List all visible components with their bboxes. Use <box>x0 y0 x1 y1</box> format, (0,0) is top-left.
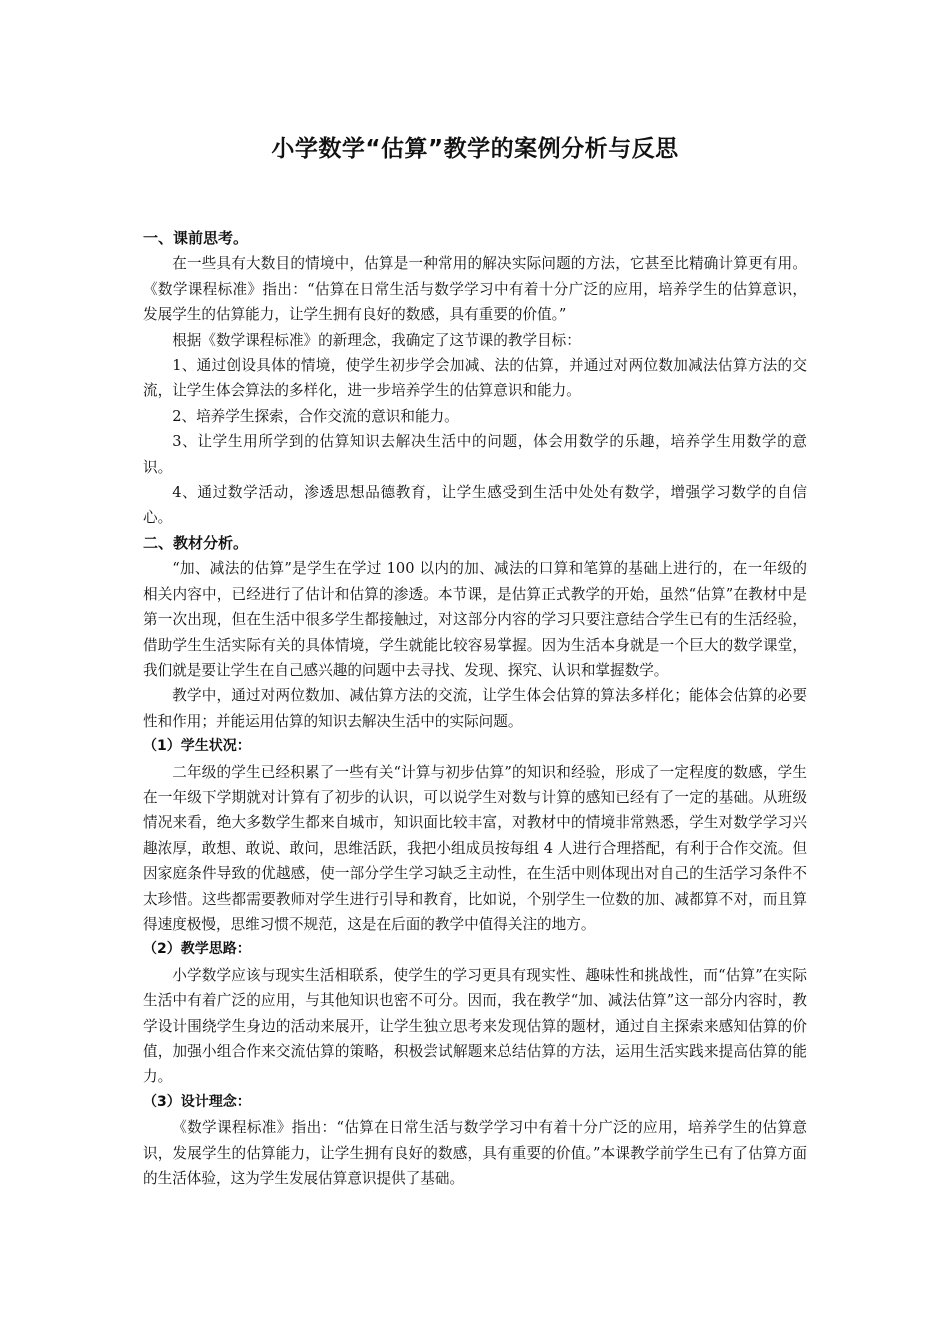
document-title: 小学数学“估算”教学的案例分析与反思 <box>271 136 679 162</box>
paragraph: 二年级的学生已经积累了一些有关“计算与初步估算”的知识和经验，形成了一定程度的数感，学生在一年级下学期就对计算有了初步的认识，可以说学生对数与计算的感知已经有了一定的基础。从班级情况来看，绝大多数学生都来自城市，知识面比较丰富，对教材中的情境非常熟悉，学生对数学学习兴趣浓厚，敢想、敢说、敢问，思维活跃，我把小组成员按每组 4 人进行合理搭配，有利于合作交流。但因家庭条件导致的优越感，使一部分学生学习缺乏主动性，在生活中则体现出对自己的生活学习条件不太珍惜。这些都需要教师对学生进行引导和教育，比如说，个别学生一位数的加、减都算不对，而且算得速度极慢，思维习惯不规范，这是在后面的教学中值得关注的地方。 <box>143 763 807 933</box>
goal-item: 4、通过数学活动，渗透思想品德教育，让学生感受到生活中处处有数学，增强学习数学的自信心。 <box>143 484 807 527</box>
section-heading-pre-class-thinking: 一、课前思考。 <box>143 229 249 247</box>
subsection-heading-student-status: （1）学生状况： <box>143 738 251 755</box>
paragraph: 教学中，通过对两位数加、减估算方法的交流，让学生体会估算的算法多样化；能体会估算的必要性和作用；并能运用估算的知识去解决生活中的实际问题。 <box>143 687 807 730</box>
section-heading-material-analysis: 二、教材分析。 <box>143 533 249 552</box>
document-body <box>143 226 807 1191</box>
paragraph: 根据《数学课程标准》的新理念，我确定了这节课的教学目标： <box>172 331 581 349</box>
paragraph: “加、减法的估算”是学生在学过 100 以内的加、减法的口算和笔算的基础上进行的，在一年级的相关内容中，已经进行了估计和估算的渗透。本节课，是估算正式教学的开始，虽然“估算”在教材中是第一次出现，但在生活中很多学生都接触过，对这部分内容的学习只要注意结合学生已有的生活经验，借助学生生活实际有关的具体情境，学生就能比较容易掌握。因为生活本身就是一个巨大的数学课堂，我们就是要让学生在自己感兴趣的问题中去寻找、发现、探究、认识和掌握数学。 <box>143 560 807 679</box>
goal-item: 3、让学生用所学到的估算知识去解决生活中的问题，体会用数学的乐趣，培养学生用数学的意识。 <box>143 433 807 476</box>
paragraph: 小学数学应该与现实生活相联系，使学生的学习更具有现实性、趣味性和挑战性，而“估算”在实际生活中有着广泛的应用，与其他知识也密不可分。因而，我在教学“加、减法估算”这一部分内容时，教学设计围绕学生身边的活动来展开，让学生独立思考来发现估算的题材，通过自主探索来感知估算的价值，加强小组合作来交流估算的策略，积极尝试解题来总结估算的方法，运用生活实践来提高估算的能力。 <box>143 966 807 1086</box>
paragraph: 《数学课程标准》指出：“估算在日常生活与数学学习中有着十分广泛的应用，培养学生的估算意识，发展学生的估算能力，让学生拥有良好的数感，具有重要的价值。”本课教学前学生已有了估算方面的生活体验，这为学生发展估算意识提供了基础。 <box>143 1119 807 1188</box>
subsection-heading-teaching-approach: （2）教学思路： <box>143 941 251 958</box>
paragraph: 在一些具有大数目的情境中，估算是一种常用的解决实际问题的方法，它甚至比精确计算更有用。《数学课程标准》指出：“估算在日常生活与数学学习中有着十分广泛的应用，培养学生的估算意识，发展学生的估算能力，让学生拥有良好的数感，具有重要的价值。” <box>143 255 807 324</box>
subsection-heading-design-concept: （3）设计理念： <box>143 1093 251 1110</box>
goal-item: 2、培养学生探索，合作交流的意识和能力。 <box>172 407 459 425</box>
goal-item: 1、通过创设具体的情境，使学生初步学会加减、法的估算，并通过对两位数加减法估算方法的交流，让学生体会算法的多样化，进一步培养学生的估算意识和能力。 <box>143 357 807 400</box>
